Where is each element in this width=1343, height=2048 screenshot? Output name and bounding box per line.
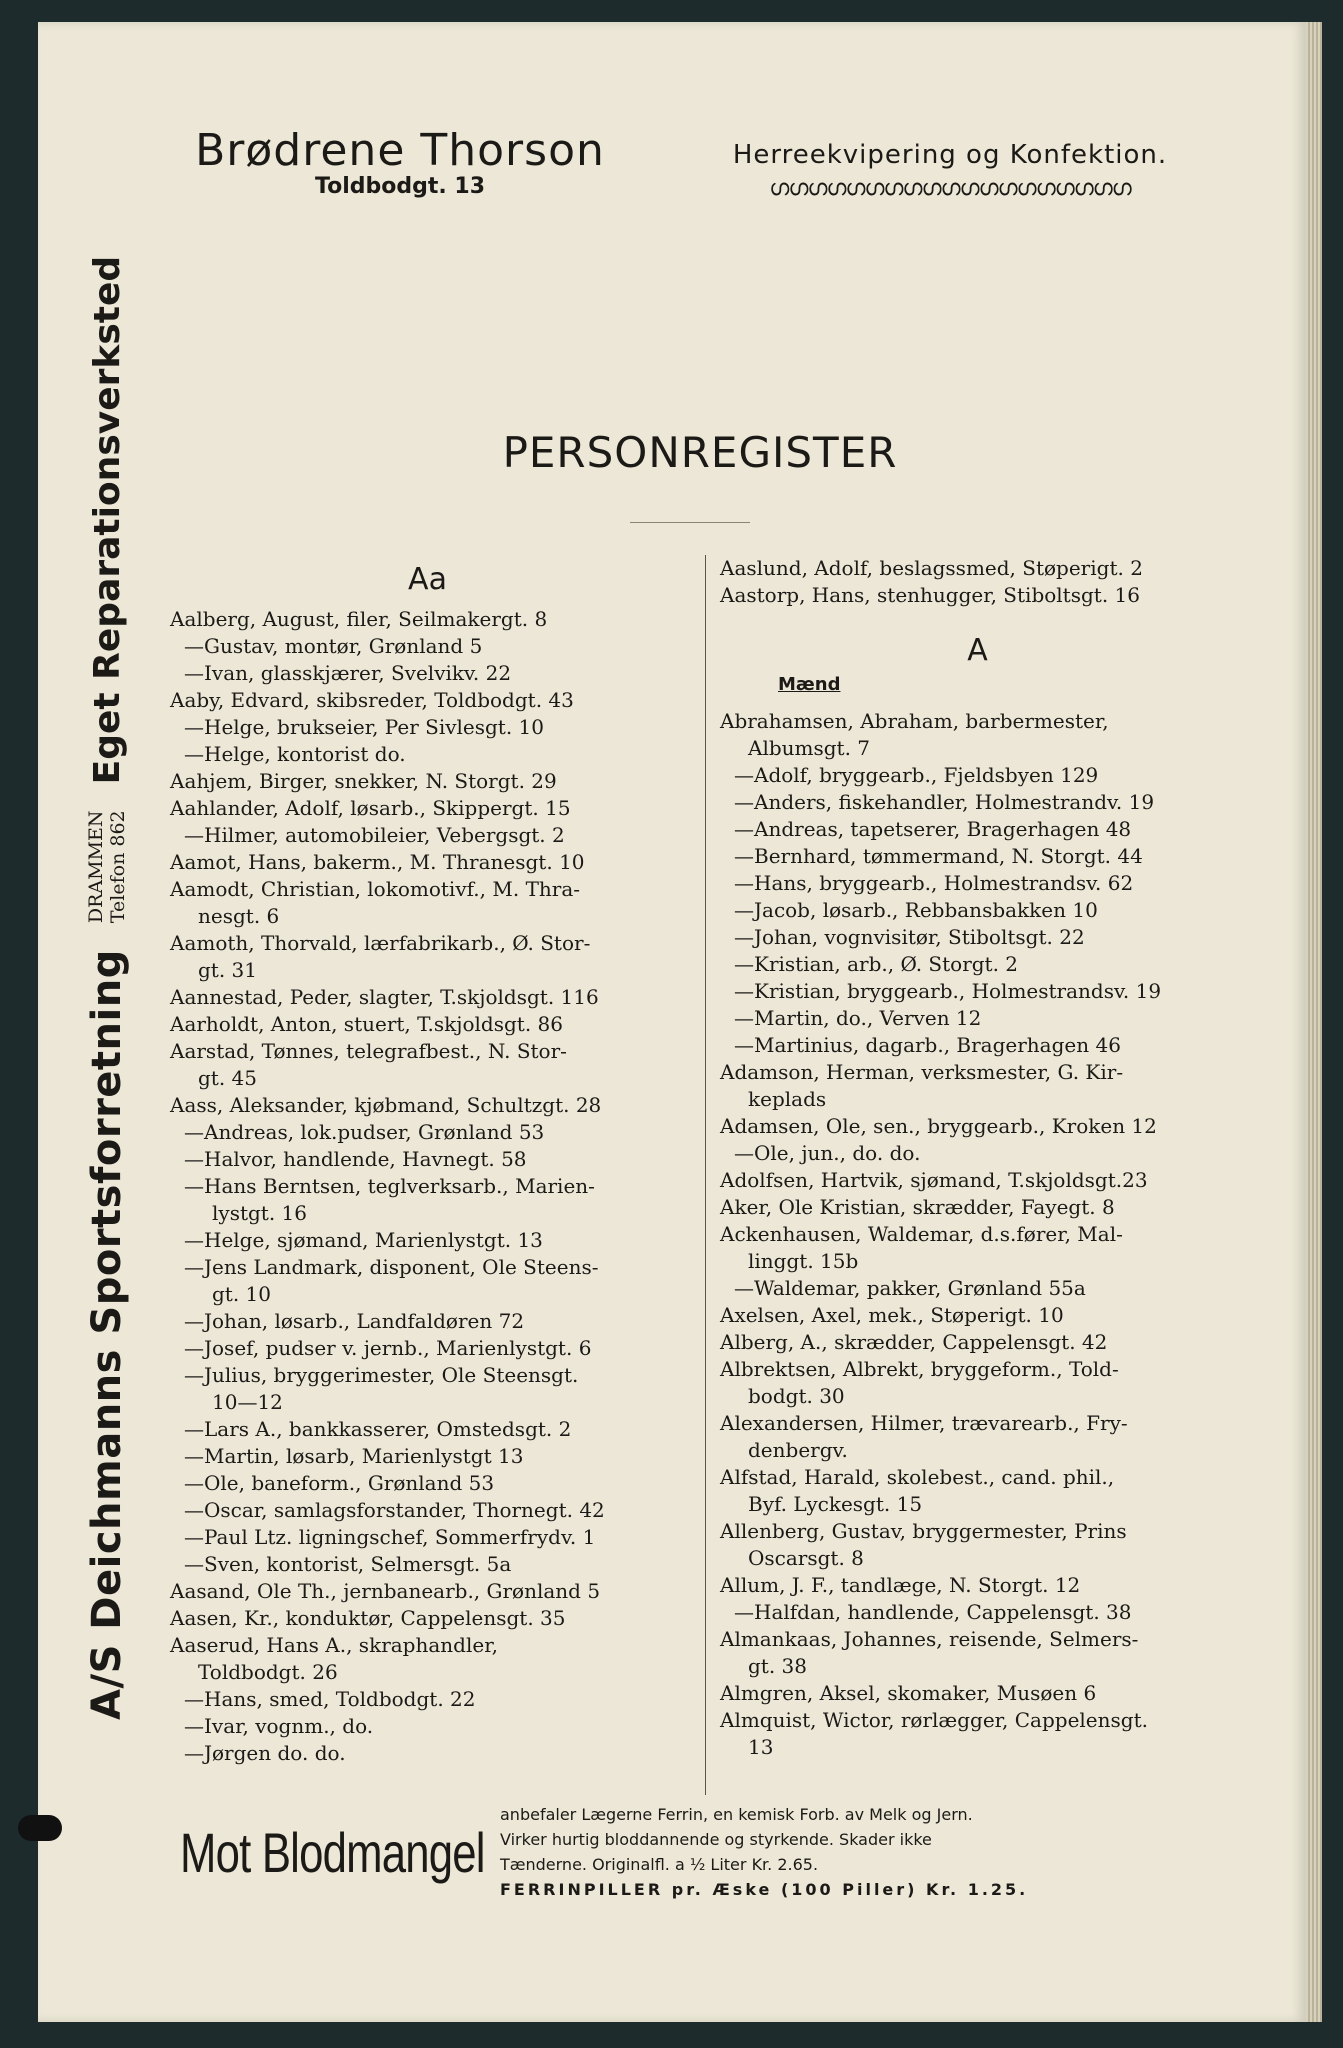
side-contact [85,810,129,923]
register-entry [720,1221,1235,1275]
entry-text: —Hans Berntsen, teglverksarb., Marien- [184,1174,595,1198]
register-entry [720,1410,1235,1464]
entry-continuation: 10—12 [212,1390,283,1414]
top-ad-tagline [700,140,1200,201]
entry-text: Aamodt, Christian, lokomotivf., M. Thra- [170,877,581,901]
tagline: Herreekvipering og Konfektion. [732,140,1168,170]
entry-text: Axelsen, Axel, mek., Støperigt. 10 [720,1303,1064,1327]
entry-text: Albrektsen, Albrekt, bryggeform., Told- [720,1357,1119,1381]
entry-text: —Anders, fiskehandler, Holmestrandv. 19 [734,790,1155,814]
side-advertisement [72,255,142,1720]
right-column [720,555,1235,1761]
entry-text: Aasen, Kr., konduktør, Cappelensgt. 35 [170,1606,566,1630]
entry-continuation: gt. 10 [212,1282,272,1306]
entry-text: Allenberg, Gustav, bryggermester, Prins [720,1519,1127,1543]
side-company: A/S Deichmanns Sportsforretning [84,949,130,1720]
entry-text: —Julius, bryggerimester, Ole Steensgt. [184,1363,579,1387]
register-entry [170,1335,685,1362]
register-entry [170,741,685,768]
section-head-aa: Aa [408,562,447,597]
entry-text: —Martinius, dagarb., Bragerhagen 46 [734,1033,1121,1057]
register-entry [720,897,1235,924]
subhead-maend: Mænd [778,674,841,695]
register-entry [170,660,685,687]
entry-continuation: 13 [748,1735,774,1759]
entry-text: —Halvor, handlende, Havnegt. 58 [184,1147,527,1171]
column-divider [705,555,706,1795]
entry-continuation: Byf. Lyckesgt. 15 [748,1492,923,1516]
register-entry [170,687,685,714]
entry-text: —Kristian, arb., Ø. Storgt. 2 [734,952,1019,976]
entry-text: —Johan, løsarb., Landfaldøren 72 [184,1309,525,1333]
entry-text: —Josef, pudser v. jernb., Marienlystgt. 6 [184,1336,592,1360]
section-head-a: A [967,633,988,668]
entry-text: —Adolf, bryggearb., Fjeldsbyen 129 [734,763,1099,787]
register-entry [170,1443,685,1470]
register-entry [170,1092,685,1119]
register-entry [720,1194,1235,1221]
register-entry [720,1707,1235,1761]
entry-text: Aker, Ole Kristian, skrædder, Fayegt. 8 [720,1195,1115,1219]
entry-continuation: gt. 45 [198,1066,258,1090]
page-title: PERSONREGISTER [502,428,898,477]
register-entry [170,1605,685,1632]
register-entry: Aaslund, Adolf, beslagssmed, Støperigt. 2 [720,556,1143,580]
entry-text: Aasand, Ole Th., jernbanearb., Grønland 5 [170,1579,601,1603]
entry-continuation: keplads [748,1087,827,1111]
register-entry [720,870,1235,897]
register-entry [170,1011,685,1038]
entry-text: —Helge, kontorist do. [184,742,406,766]
register-entry [720,951,1235,978]
entry-text: —Hans, bryggearb., Holmestrandsv. 62 [734,871,1134,895]
ad-line: Virker hurtig bloddannende og styrkende. Skader ikke [500,1830,932,1849]
side-tail: Eget Reparationsverksted [86,255,128,785]
register-entry [720,1167,1235,1194]
entry-text: Aaby, Edvard, skibsreder, Toldbodgt. 43 [170,688,574,712]
entry-continuation: gt. 31 [198,958,258,982]
register-entry [170,822,685,849]
entry-text: —Jacob, løsarb., Rebbansbakken 10 [734,898,1098,922]
entry-text: —Waldemar, pakker, Grønland 55a [734,1276,1086,1300]
register-entry [720,762,1235,789]
entry-text: Adolfsen, Hartvik, sjømand, T.skjoldsgt.23 [720,1168,1148,1192]
register-entry [170,1524,685,1551]
register-entry [720,1032,1235,1059]
binding-mark [18,1815,62,1841]
register-entry: Aastorp, Hans, stenhugger, Stiboltsgt. 16 [720,583,1140,607]
register-entry [720,1626,1235,1680]
entry-continuation: Toldbodgt. 26 [198,1660,338,1684]
register-entry [170,1551,685,1578]
register-entry [170,1740,685,1767]
entry-text: —Helge, sjømand, Marienlystgt. 13 [184,1228,543,1252]
register-entry [720,843,1235,870]
entry-text: —Hans, smed, Toldbodgt. 22 [184,1687,476,1711]
register-entry [170,1227,685,1254]
entry-text: Aahjem, Birger, snekker, N. Storgt. 29 [170,769,557,793]
entry-continuation: Oscarsgt. 8 [748,1546,864,1570]
register-entry [720,1113,1235,1140]
register-entry [720,816,1235,843]
entry-text: Aarholdt, Anton, stuert, T.skjoldsgt. 86 [170,1012,563,1036]
entry-text: Adamsen, Ole, sen., bryggearb., Kroken 12 [720,1114,1157,1138]
register-entry [170,633,685,660]
entry-text: Abrahamsen, Abraham, barbermester, [720,709,1109,733]
register-entry [720,1680,1235,1707]
entry-continuation: bodgt. 30 [748,1384,845,1408]
ad-line: FERRINPILLER pr. Æske (100 Piller) Kr. 1.25. [500,1880,1029,1899]
entry-text: —Ole, jun., do. do. [734,1141,921,1165]
entry-text: —Andreas, tapetserer, Bragerhagen 48 [734,817,1132,841]
entry-text: Almankaas, Johannes, reisende, Selmers- [720,1627,1139,1651]
register-entry [170,984,685,1011]
ad-line: Tænderne. Originalfl. a ½ Liter Kr. 2.65. [500,1855,819,1874]
side-city: DRAMMEN [85,810,107,924]
register-entry [170,1632,685,1686]
register-entry [170,606,685,633]
register-entry [720,1599,1235,1626]
entry-continuation: nesgt. 6 [198,904,280,928]
entry-continuation: linggt. 15b [748,1249,859,1273]
entry-text: —Johan, vognvisitør, Stiboltsgt. 22 [734,925,1085,949]
register-entry [170,1254,685,1308]
entry-continuation: lystgt. 16 [212,1201,307,1225]
register-entry [170,1578,685,1605]
entry-text: —Lars A., bankkasserer, Omstedsgt. 2 [184,1417,572,1441]
left-column [170,560,685,1767]
page-edge [1306,22,1322,2022]
register-entry [720,1302,1235,1329]
entry-text: Aahlander, Adolf, løsarb., Skippergt. 15 [170,796,571,820]
register-entry [720,1518,1235,1572]
entry-text: Almquist, Wictor, rørlægger, Cappelensgt. [720,1708,1148,1732]
entry-text: —Ole, baneform., Grønland 53 [184,1471,495,1495]
entry-text: —Hilmer, automobileier, Vebergsgt. 2 [184,823,565,847]
ad-line: anbefaler Lægerne Ferrin, en kemisk Forb. av Melk og Jern. [500,1805,973,1824]
register-entry [170,714,685,741]
entry-text: —Ivar, vognm., do. [184,1714,374,1738]
register-entry [170,1497,685,1524]
register-entry [720,1572,1235,1599]
entry-text: —Paul Ltz. ligningschef, Sommerfrydv. 1 [184,1525,596,1549]
entry-text: Alberg, A., skrædder, Cappelensgt. 42 [720,1330,1108,1354]
entry-text: Almgren, Aksel, skomaker, Musøen 6 [720,1681,1097,1705]
entry-text: Alfstad, Harald, skolebest., cand. phil., [720,1465,1115,1489]
company-name: Brødrene Thorson [195,125,605,176]
entry-continuation: gt. 38 [748,1654,808,1678]
register-entry [170,768,685,795]
entry-text: Aass, Aleksander, kjøbmand, Schultzgt. 28 [170,1093,602,1117]
register-entry [720,978,1235,1005]
register-entry [720,1059,1235,1113]
register-entry [170,1416,685,1443]
register-entry [720,924,1235,951]
ornament: ഗഗഗഗഗഗഗഗഗഗഗഗഗഗഗഗഗഗഗ [769,176,1131,201]
register-entry [720,1140,1235,1167]
register-entry [170,930,685,984]
entry-text: —Martin, løsarb, Marienlystgt 13 [184,1444,524,1468]
ad-headline: Mot Blodmangel [180,1821,485,1884]
right-entries [720,708,1235,1761]
entry-text: —Oscar, samlagsforstander, Thornegt. 42 [184,1498,605,1522]
register-entry [720,1329,1235,1356]
entry-text: —Kristian, bryggearb., Holmestrandsv. 19 [734,979,1162,1003]
register-entry [170,1686,685,1713]
entry-text: Ackenhausen, Waldemar, d.s.fører, Mal- [720,1222,1123,1246]
register-entry [170,1173,685,1227]
entry-text: Aarstad, Tønnes, telegrafbest., N. Stor- [170,1039,567,1063]
entry-text: Aannestad, Peder, slagter, T.skjoldsgt. 116 [170,985,599,1009]
entry-text: Aalberg, August, filer, Seilmakergt. 8 [170,607,548,631]
entry-text: —Bernhard, tømmermand, N. Storgt. 44 [734,844,1143,868]
register-entry [170,1470,685,1497]
register-entry [720,708,1235,762]
entry-text: —Martin, do., Verven 12 [734,1006,982,1030]
entry-continuation: Albumsgt. 7 [748,736,871,760]
entry-text: —Andreas, lok.pudser, Grønland 53 [184,1120,545,1144]
register-entry [170,849,685,876]
entry-text: —Halfdan, handlende, Cappelensgt. 38 [734,1600,1132,1624]
entry-text: —Sven, kontorist, Selmersgt. 5a [184,1552,512,1576]
entry-text: Aamot, Hans, bakerm., M. Thranesgt. 10 [170,850,585,874]
top-ad-company [150,125,650,199]
entry-text: —Helge, brukseier, Per Sivlesgt. 10 [184,715,545,739]
company-address: Toldbodgt. 13 [315,174,485,199]
entry-text: —Jens Landmark, disponent, Ole Steens- [184,1255,599,1279]
entry-text: Aaserud, Hans A., skraphandler, [170,1633,498,1657]
entry-text: —Ivan, glasskjærer, Svelvikv. 22 [184,661,512,685]
register-entry [720,789,1235,816]
entry-text: Alexandersen, Hilmer, trævarearb., Fry- [720,1411,1128,1435]
bottom-advertisement [180,1800,1230,1915]
register-entry [720,1356,1235,1410]
entry-text: —Gustav, montør, Grønland 5 [184,634,483,658]
register-entry [170,1308,685,1335]
entry-continuation: denbergv. [748,1438,848,1462]
register-entry [170,1119,685,1146]
register-entry [170,1362,685,1416]
register-entry [170,1038,685,1092]
register-entry [170,1713,685,1740]
register-entry [720,1464,1235,1518]
register-entry [720,1005,1235,1032]
entry-text: —Jørgen do. do. [184,1741,346,1765]
register-entry [170,876,685,930]
entry-text: Allum, J. F., tandlæge, N. Storgt. 12 [720,1573,1081,1597]
ad-text [500,1802,1220,1902]
title-rule [630,522,750,523]
register-entry [170,1146,685,1173]
register-entry [170,795,685,822]
register-entry [720,1275,1235,1302]
left-entries [170,606,685,1767]
entry-text: Aamoth, Thorvald, lærfabrikarb., Ø. Stor- [170,931,591,955]
entry-text: Adamson, Herman, verksmester, G. Kir- [720,1060,1124,1084]
side-phone: Telefon 862 [107,810,129,924]
